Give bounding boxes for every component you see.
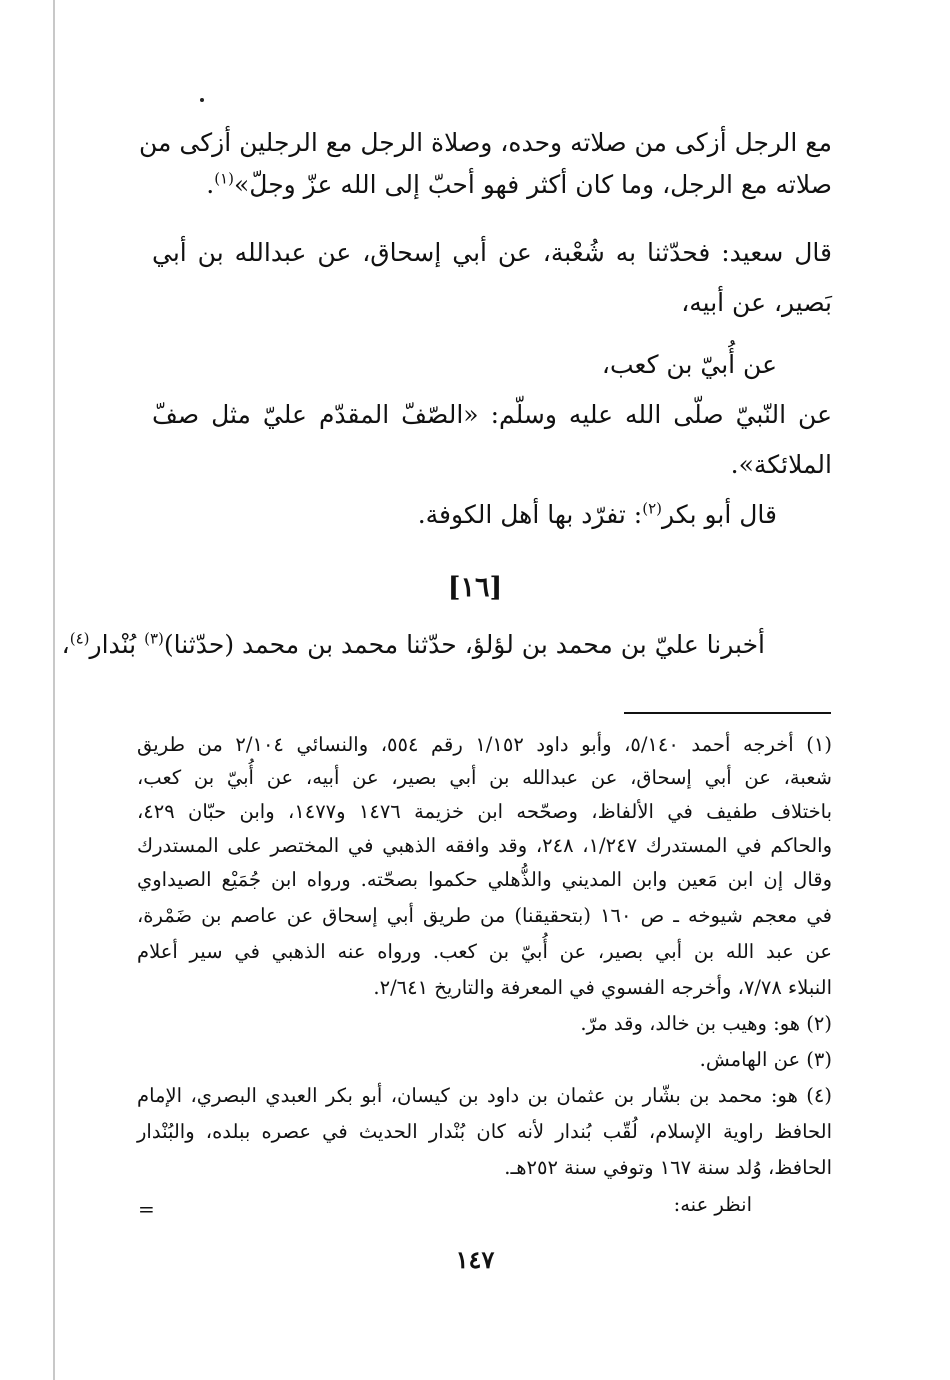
body-line: بَصير، عن أبيه، bbox=[681, 288, 832, 317]
footnote-ref: (١) bbox=[214, 169, 234, 188]
footnote-ref: (٣) bbox=[144, 629, 164, 648]
body-text: أخبرنا عليّ بن محمد بن لؤلؤ، حدّثنا محمد بن محمد (حدّثنا) bbox=[163, 630, 765, 659]
body-text: . bbox=[206, 170, 215, 199]
continuation-mark: = bbox=[138, 1197, 155, 1221]
footnote-line: (٢) هو: وهيب بن خالد، وقد مرّ. bbox=[580, 1012, 832, 1035]
footnote-separator bbox=[624, 712, 831, 714]
body-line bbox=[418, 500, 777, 529]
footnote-line: (٣) عن الهامش. bbox=[699, 1048, 832, 1071]
footnote-line: وقال إن ابن مَعين وابن المديني والذُّهلي حكموا بصحّته. ورواه ابن جُمَيْع الصيداوي bbox=[137, 868, 832, 891]
page-binding-line bbox=[53, 0, 55, 1380]
footnote-ref: (٤) bbox=[69, 629, 90, 648]
footnote-line: انظر عنه: bbox=[673, 1193, 752, 1216]
body-line: قال سعيد: فحدّثنا به شُعْبة، عن أبي إسحاق، عن عبدالله بن أبي bbox=[152, 238, 832, 267]
footnote-line: (١) أخرجه أحمد ٥/١٤٠، وأبو داود ١/١٥٢ رقم ٥٥٤، والنسائي ٢/١٠٤ من طريق bbox=[137, 733, 832, 756]
body-line: الملائكة». bbox=[730, 450, 832, 479]
body-line: عن أُبيّ بن كعب، bbox=[601, 350, 777, 379]
page-number: ١٤٧ bbox=[455, 1245, 495, 1274]
body-text: ، bbox=[61, 630, 70, 659]
body-text: : تفرّد بها أهل الكوفة. bbox=[417, 500, 643, 529]
body-line: عن النّبيّ صلّى الله عليه وسلّم: «الصّفّ المقدّم عليّ مثل صفّ bbox=[152, 400, 832, 429]
footnote-line: النبلاء ٧/٧٨، وأخرجه الفسوي في المعرفة والتاريخ ٢/٦٤١. bbox=[373, 976, 832, 999]
footnote-line: عن عبد الله بن أبي بصير، عن أُبيّ بن كعب. ورواه عنه الذهبي في سير أعلام bbox=[137, 940, 832, 963]
footnote-line: (٤) هو: محمد بن بشّار بن عثمان بن داود بن كيسان، أبو بكر العبدي البصري، الإمام bbox=[137, 1084, 832, 1107]
body-line bbox=[206, 170, 832, 199]
section-heading: [١٦] bbox=[447, 572, 503, 603]
footnote-ref: (٢) bbox=[642, 499, 662, 518]
body-text: قال أبو بكر bbox=[661, 500, 777, 529]
body-text: صلاته مع الرجل، وما كان أكثر فهو أحبّ إلى الله عزّ وجلّ» bbox=[233, 170, 832, 199]
footnote-line: باختلاف طفيف في الألفاظ، وصحّحه ابن خزيمة ١٤٧٦ و١٤٧٧، وابن حبّان ٤٢٩، bbox=[137, 800, 833, 823]
body-text: بُنْدار bbox=[89, 630, 145, 659]
footnote-line: شعبة، عن أبي إسحاق، عن عبدالله بن أبي بصير، عن أبيه، عن أُبيّ بن كعب، bbox=[137, 766, 832, 789]
footnote-line: والحاكم في المستدرك ١/٢٤٧، ٢٤٨، وقد وافقه الذهبي في المختصر على المستدرك bbox=[137, 834, 832, 857]
ink-dot bbox=[200, 98, 204, 102]
footnote-line: الحافظ راوية الإسلام، لُقّب بُندار لأنه كان بُنْدار الحديث في عصره ببلده، والبُنْدار bbox=[137, 1120, 832, 1143]
footnote-line: في معجم شيوخه ـ ص ١٦٠ (بتحقيقنا) من طريق أبي إسحاق عن عاصم بن ضَمْرة، bbox=[137, 904, 832, 927]
footnote-line: الحافظ، وُلد سنة ١٦٧ وتوفي سنة ٢٥٢هـ. bbox=[504, 1156, 832, 1179]
body-line: مع الرجل أزكى من صلاته وحده، وصلاة الرجل مع الرجلين أزكى من bbox=[139, 128, 832, 157]
body-line bbox=[62, 630, 765, 659]
